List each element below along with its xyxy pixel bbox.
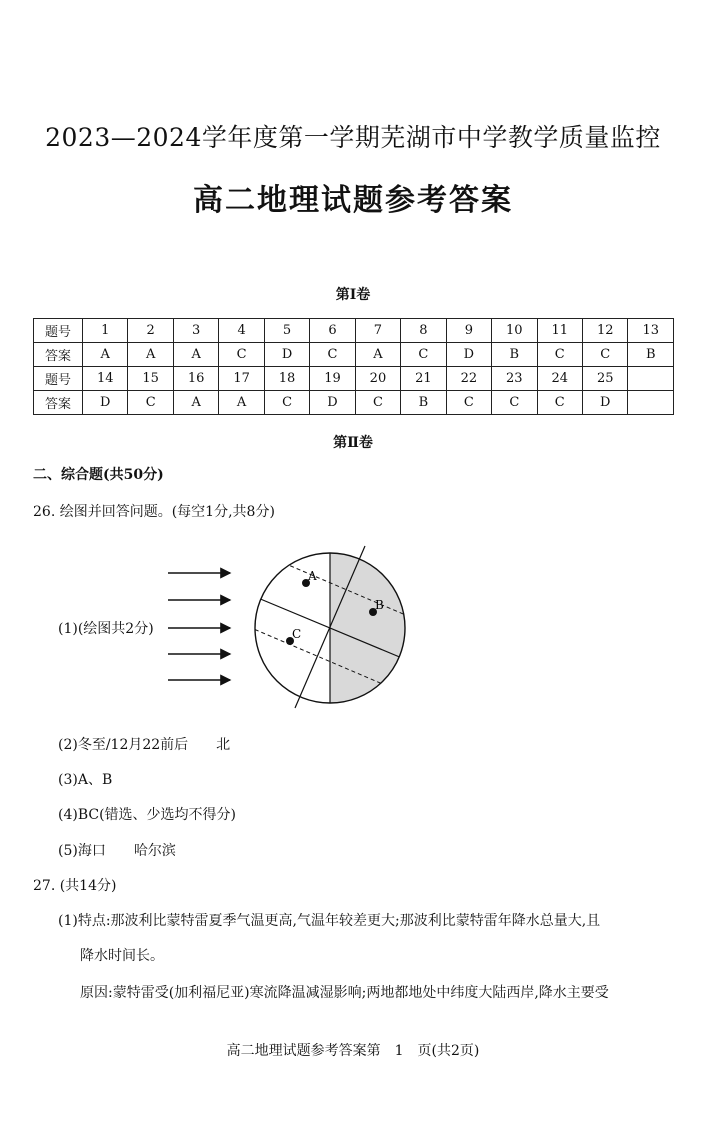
section-1-heading: 第Ⅰ卷	[335, 287, 371, 303]
table-cell: 5	[264, 319, 309, 343]
night-hemisphere	[330, 540, 410, 715]
table-cell	[628, 391, 674, 415]
point-a-label: A	[308, 569, 317, 583]
section-2-heading: 第Ⅱ卷	[333, 435, 373, 451]
table-cell: 15	[128, 367, 173, 391]
table-cell: C	[128, 391, 173, 415]
table-cell: C	[582, 343, 627, 367]
table-cell: D	[310, 391, 355, 415]
q27-item-1-line-1: (1)特点:那波利比蒙特雷夏季气温更高,气温年较差更大;那波利比蒙特雷年降水总量大,且	[58, 913, 601, 929]
q26-item-3: (3)A、B	[58, 772, 113, 788]
table-cell: 8	[401, 319, 446, 343]
q26-title: 26. 绘图并回答问题。(每空1分,共8分)	[33, 504, 275, 520]
table-cell: 题号	[34, 367, 83, 391]
table-cell: 13	[628, 319, 674, 343]
table-cell: 3	[173, 319, 218, 343]
table-cell: B	[401, 391, 446, 415]
table-cell: C	[492, 391, 537, 415]
table-cell: 18	[264, 367, 309, 391]
table-cell: 2	[128, 319, 173, 343]
table-cell: C	[264, 391, 309, 415]
table-cell: 20	[355, 367, 400, 391]
table-cell: 答案	[34, 391, 83, 415]
table-cell: C	[446, 391, 491, 415]
table-row	[34, 391, 674, 415]
document-title: 高二地理试题参考答案	[193, 183, 513, 218]
q26-item-4: (4)BC(错选、少选均不得分)	[58, 807, 237, 823]
answer-table	[33, 318, 674, 415]
q26-item-2: (2)冬至/12月22前后 北	[58, 737, 231, 753]
table-cell: A	[173, 343, 218, 367]
table-cell: 7	[355, 319, 400, 343]
q26-item-5: (5)海口 哈尔滨	[58, 843, 176, 859]
table-cell: C	[537, 343, 582, 367]
table-cell: A	[173, 391, 218, 415]
table-cell: 11	[537, 319, 582, 343]
table-cell: 10	[492, 319, 537, 343]
table-cell: C	[219, 343, 264, 367]
table-cell: 25	[582, 367, 627, 391]
exam-title: 2023—2024学年度第一学期芜湖市中学教学质量监控	[45, 123, 661, 152]
illumination-diagram	[150, 540, 420, 715]
q27-item-1-line-2: 降水时间长。	[80, 948, 164, 964]
table-cell: A	[128, 343, 173, 367]
table-cell: 6	[310, 319, 355, 343]
q27-title: 27. (共14分)	[33, 878, 117, 894]
q26-item-1: (1)(绘图共2分)	[58, 621, 154, 637]
table-cell: 14	[83, 367, 128, 391]
table-cell: 19	[310, 367, 355, 391]
table-cell: D	[582, 391, 627, 415]
table-cell: 23	[492, 367, 537, 391]
table-cell: 9	[446, 319, 491, 343]
table-cell: 17	[219, 367, 264, 391]
table-row	[34, 367, 674, 391]
table-cell: 4	[219, 319, 264, 343]
table-cell: C	[310, 343, 355, 367]
table-cell: 16	[173, 367, 218, 391]
table-cell: C	[537, 391, 582, 415]
table-cell: 22	[446, 367, 491, 391]
table-cell: D	[83, 391, 128, 415]
table-cell: 1	[83, 319, 128, 343]
table-cell: B	[628, 343, 674, 367]
table-cell: 21	[401, 367, 446, 391]
table-cell: 24	[537, 367, 582, 391]
table-cell: D	[264, 343, 309, 367]
table-cell: D	[446, 343, 491, 367]
table-cell	[628, 367, 674, 391]
part-heading: 二、综合题(共50分)	[33, 467, 164, 483]
table-cell: 12	[582, 319, 627, 343]
table-cell: B	[492, 343, 537, 367]
table-cell: A	[219, 391, 264, 415]
table-cell: C	[355, 391, 400, 415]
table-row	[34, 319, 674, 343]
page-footer: 高二地理试题参考答案第 1 页(共2页)	[226, 1043, 480, 1059]
table-cell: C	[401, 343, 446, 367]
table-cell: A	[83, 343, 128, 367]
table-cell: 答案	[34, 343, 83, 367]
point-c-label: C	[292, 627, 302, 641]
table-cell: 题号	[34, 319, 83, 343]
q27-item-1-line-3: 原因:蒙特雷受(加利福尼亚)寒流降温减湿影响;两地都地处中纬度大陆西岸,降水主要受	[80, 985, 609, 1001]
table-row	[34, 343, 674, 367]
point-b-label: B	[375, 598, 384, 612]
table-cell: A	[355, 343, 400, 367]
